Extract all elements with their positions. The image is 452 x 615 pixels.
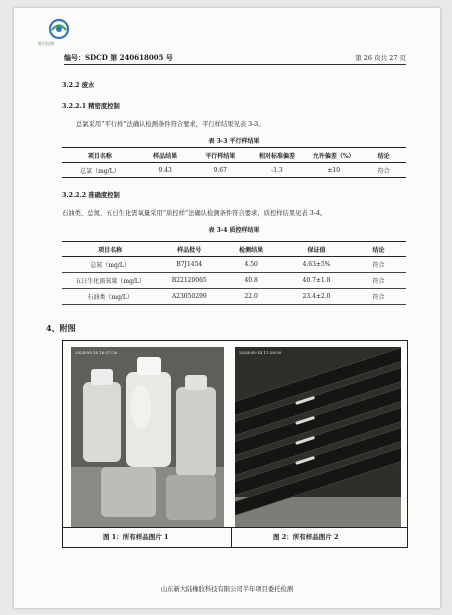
sample-bottles-image [71,347,224,527]
document-page [14,8,440,608]
heading-wastewater: 3.2.2 废水 [62,82,95,89]
table-cell: A23050299 [158,289,220,305]
table-row [62,289,406,305]
column-header: 样品结果 [138,148,193,163]
caption-divider [63,527,407,528]
table-cell: 9.43 [158,166,172,174]
caption-column-divider [231,527,232,547]
figure1-caption: 图 1：所有样品图片 1 [103,533,169,541]
attachments-title: 4、附图 [46,323,76,333]
table-cell: 符合 [351,257,406,273]
column-header: 样品批号 [158,242,220,257]
table-cell: 9.67 [213,166,227,174]
table-header-row [62,242,406,257]
column-header: 结论 [351,242,406,257]
table-cell: B22120065 [158,273,220,289]
page-info: 第 26 页共 27 页 [355,54,406,62]
qc-sample-table [62,241,406,305]
figure2-caption: 图 2：所有样品图片 2 [273,533,339,541]
column-header: 项目名称 [62,242,158,257]
column-header: 相对标准偏差 [248,148,306,163]
column-header: 项目名称 [62,148,138,163]
table-cell: B7J1454 [158,257,220,273]
heading-accuracy-control: 3.2.2.2 准确度控制 [62,192,120,199]
table-cell: 符合 [377,167,390,175]
table-cell: 符合 [351,289,406,305]
table-cell: 总氯（mg/L） [80,167,120,175]
table-cell: 4.50 [220,257,282,273]
table-cell: 五日生化需氧量（mg/L） [62,273,158,289]
table-cell: 总氮（mg/L） [62,257,158,273]
table-row [62,273,406,289]
table-cell: 22.0 [220,289,282,305]
column-header: 检测结果 [220,242,282,257]
table-row [62,257,406,273]
table-cell: 石油类（mg/L） [62,289,158,305]
photo2-timestamp: 2024-05-14 17:28:50 [239,350,282,355]
table-header-row [62,148,406,163]
photo1-timestamp: 2024-05-14 16:37:26 [75,350,118,355]
table-cell: 40.8 [220,273,282,289]
table-cell: -1.3 [271,166,283,174]
figure-frame [62,340,408,548]
parallel-sample-table [62,147,406,178]
header-divider [64,64,406,65]
column-header: 平行样结果 [193,148,248,163]
logo-text: 维信检测 [38,41,54,46]
report-number: 编号：SDCD 第 240618005 号 [64,53,173,62]
paragraph-parallel-sample: 总氯采用“平行样”法确认检测条件符合要求，平行样结果见表 3-3。 [76,121,265,128]
table-cell: 23.4±2.0 [282,289,351,305]
table-row [62,163,406,178]
table1-caption: 表 3-3 平行样结果 [208,138,260,145]
column-header: 允许偏差（%） [306,148,361,163]
paragraph-qc-sample: 石油类、总氮、五日生化需氧量采用“质控样”法确认检测条件符合要求，质控样结果见表 3-4。 [62,210,327,217]
table-cell: 符合 [351,273,406,289]
column-header: 保证值 [282,242,351,257]
table2-caption: 表 3-4 质控样结果 [208,227,260,234]
table-cell: 40.7±1.8 [282,273,351,289]
sample-tubes-image [235,347,401,527]
page-footer: 山东新大陆橡胶科技有限公司半年项目委托检测 [160,586,294,593]
heading-precision-control: 3.2.2.1 精密度控制 [62,103,120,110]
sample-photo-1 [71,347,224,527]
column-header: 结论 [361,148,406,163]
sample-photo-2 [235,347,401,527]
table-cell: ±10 [327,166,341,174]
table-cell: 4.63±5% [282,257,351,273]
